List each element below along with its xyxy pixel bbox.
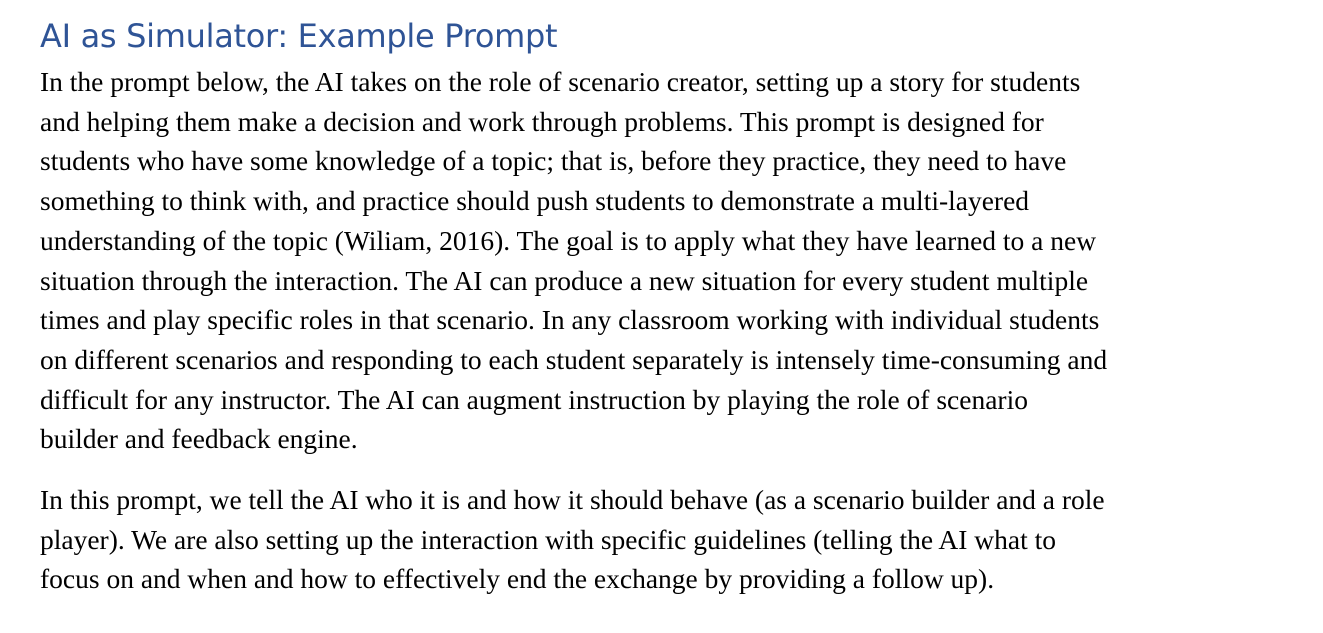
text-line: times and play specific roles in that scenario. In any classroom working with individual students (40, 304, 1100, 336)
text-line: situation through the interaction. The AI can produce a new situation for every student multiple (40, 264, 1089, 296)
text-line: on different scenarios and responding to each student separately is intensely time-consuming and (40, 343, 1108, 375)
text-line: understanding of the topic (Wiliam, 2016). The goal is to apply what they have learned to a new (40, 224, 1097, 256)
paragraph-intro (40, 62, 1107, 459)
text-line: In the prompt below, the AI takes on the role of scenario creator, setting up a story for students (40, 66, 1081, 97)
section-heading: AI as Simulator: Example Prompt (40, 17, 558, 55)
text-line: something to think with, and practice should push students to demonstrate a multi-layered (40, 185, 1030, 217)
text-line: students who have some knowledge of a topic; that is, before they practice, they need to have (40, 145, 1067, 177)
paragraph-prompt-description (40, 480, 1105, 599)
text-line: In this prompt, we tell the AI who it is and how it should behave (as a scenario builder and a role (40, 484, 1105, 515)
text-line: player). We are also setting up the interaction with specific guidelines (telling the AI what to (40, 523, 1057, 555)
text-line: focus on and when and how to effectively end the exchange by providing a follow up). (40, 563, 995, 595)
text-line: difficult for any instructor. The AI can augment instruction by playing the role of scenario (40, 383, 1028, 415)
text-line: and helping them make a decision and work through problems. This prompt is designed for (40, 105, 1044, 137)
text-line: builder and feedback engine. (40, 423, 358, 455)
